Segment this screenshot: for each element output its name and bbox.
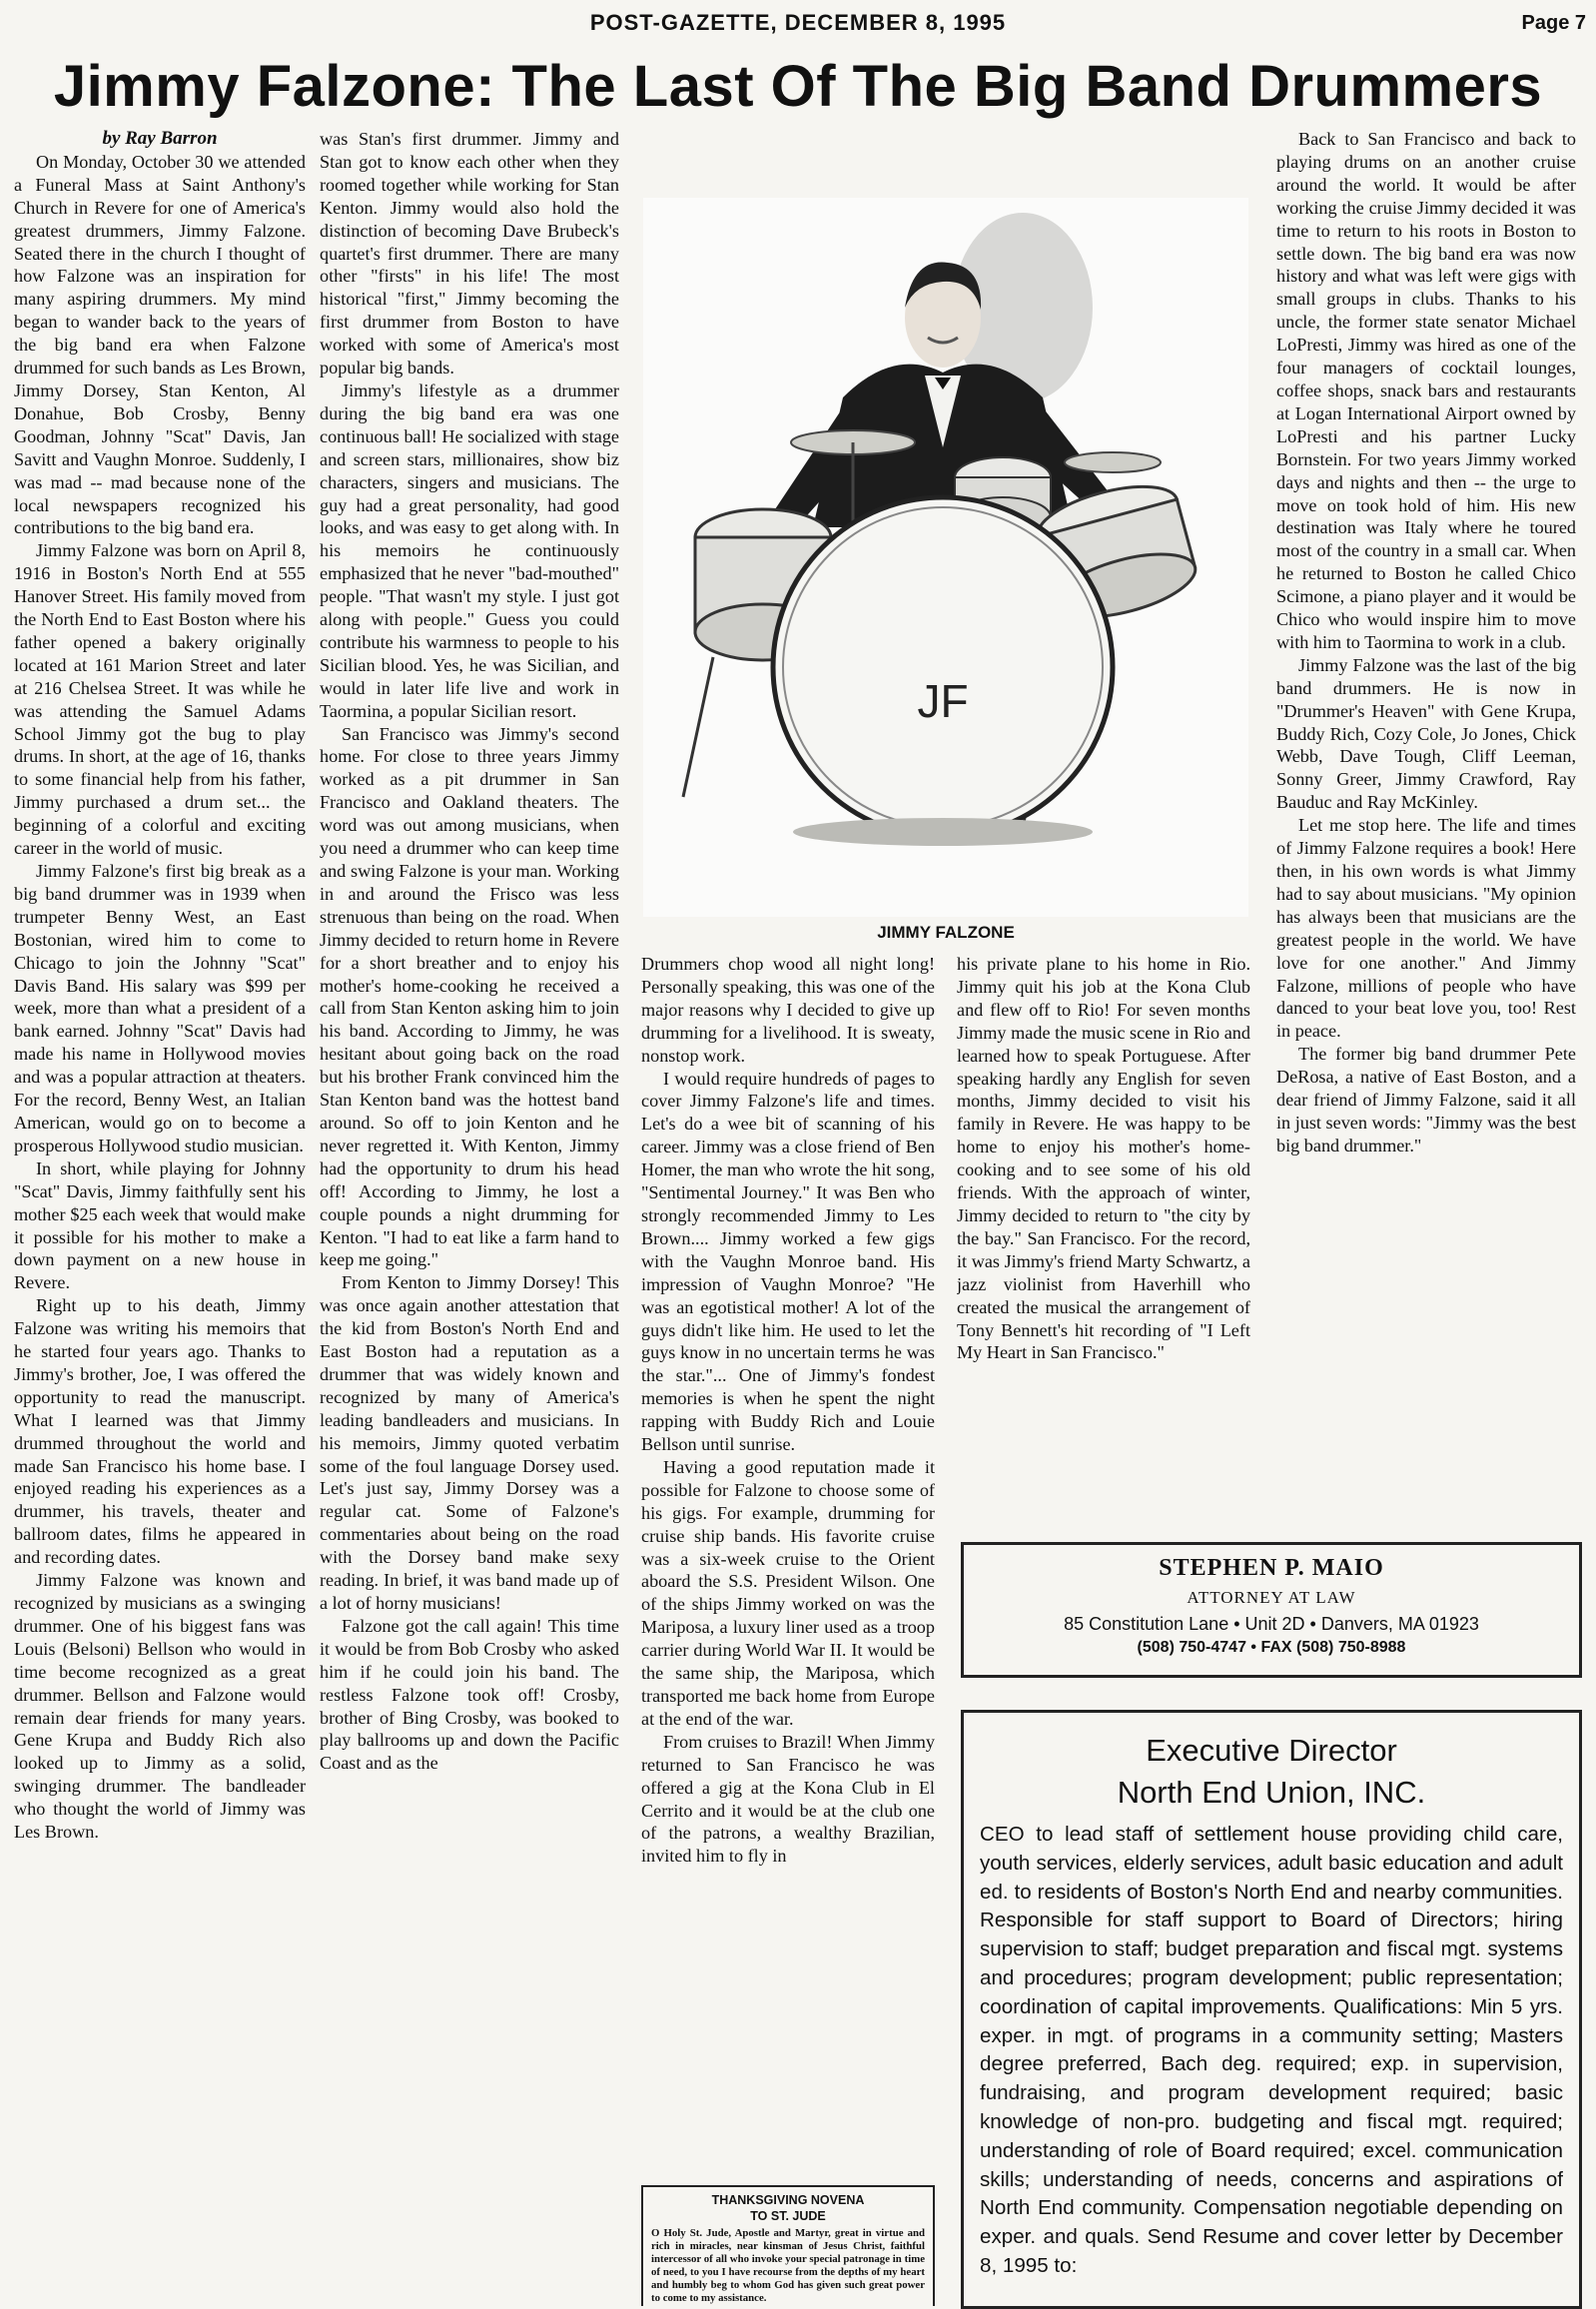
drummer-photo-illustration [643, 198, 1248, 917]
job-ad-title: Executive Director [1146, 1733, 1397, 1768]
article-headline: Jimmy Falzone: The Last Of The Big Band Drummers [53, 54, 1543, 119]
novena-box [641, 2185, 935, 2306]
byline: by Ray Barron [102, 128, 218, 149]
job-ad [961, 1710, 1582, 2309]
job-ad-body: CEO to lead staff of settlement house providing child care, youth services, elderly services, adult basic education and adult ed. to residents of Boston's North End and nearby communities. Responsible for staff support to Board of Directors; hiring supervision to staff; budget preparation and fiscal mgt. systems and procedures; program development; public representation; coordination of capital improvements. Qualifications: Min 5 yrs. exper. in mgt. of programs in a community setting; Masters degree preferred, Bach deg. required; exp. in supervision, fundraising, and program development required; basic knowledge of non-pro. budgeting and fiscal mgt. required; understanding of role of Board required; excel. communication skills; understanding of needs, concerns and aspirations of North End community. Compensation negotiable depending on exper. and quals. Send Resume and cover letter by December 8, 1995 to: [980, 1823, 1563, 2277]
attorney-address: 85 Constitution Lane • Unit 2D • Danvers, MA 01923 [1064, 1614, 1479, 1634]
paragraph: Having a good reputation made it possible for Falzone to choose some of his gigs. For example, drumming for cruise ship bands. His favorite cruise was a six-week cruise to the Orient aboard the S.S. President Wilson. One of the ships Jimmy worked on was the Mariposa, a luxury liner used as a troop carrier during World War II. It would be the same ship, the Mariposa, which transported me back home from Europe at the end of the war. [641, 1456, 935, 1729]
publication-date: POST-GAZETTE, DECEMBER 8, 1995 [589, 10, 1007, 35]
paragraph: From Kenton to Jimmy Dorsey! This was once again another attestation that the kid from Boston's North End and East Boston had a reputation as a drummer that was widely known and recognized by many of America's leading bandleaders and musicians. In his memoirs, Jimmy quoted verbatim some of the foul language Dorsey used. Let's just say, Jimmy Dorsey was a regular cat. Some of Falzone's commentaries about being on the road with the Dorsey band make sexy reading. In brief, it was band made up of a lot of horny musicians! [320, 1272, 619, 1613]
drummer-photo [643, 198, 1248, 917]
paragraph: Falzone got the call again! This time it would be from Bob Crosby who asked him if he could join his band. The restless Falzone took off! Crosby, brother of Bing Crosby, was booked to play ballrooms up and down the Pacific Coast and as the [320, 1615, 619, 1774]
novena-body: O Holy St. Jude, Apostle and Martyr, great in virtue and rich in miracles, near kinsman of Jesus Christ, faithful intercessor of all who invoke your special patronage in time of need, to you I have recourse from the depths of my heart and humbly beg to whom God has given such great power to come to my assistance. [651, 2227, 925, 2304]
paragraph: Jimmy Falzone's first big break as a big band drummer was in 1939 when trumpeter Benny West, an East Bostonian, wired him to come to Chicago to join the Johnny "Scat" Davis Band. His salary was $99 per week, more than what a president of a bank earned. Johnny "Scat" Davis had made his name in Hollywood movies and was a popular attraction at theaters. For the record, Benny West, an Italian American, would go on to become a prosperous Hollywood studio musician. [14, 861, 306, 1155]
page-header [0, 6, 1596, 40]
paragraph: Let me stop here. The life and times of Jimmy Falzone requires a book! Here then, in his own words is what Jimmy had to say about musicians. "My opinion has always been that musicians are the greatest people in the world. We have love for one another." And Jimmy Falzone, millions of people who have danced to your beat love you, too! Rest in peace. [1276, 815, 1576, 1042]
article-column-1 [14, 128, 306, 2305]
attorney-title: ATTORNEY AT LAW [1187, 1588, 1356, 1607]
paragraph: Jimmy Falzone was born on April 8, 1916 in Boston's North End at 555 Hanover Street. His family moved from the North End to East Boston where his father opened a bakery originally located at 161 Marion Street and later at 216 Chelsea Street. It was while he was attending the Samuel Adams School Jimmy got the bug to play drums. In short, at the age of 16, thanks to some financial help from his father, Jimmy purchased a drum set... the beginning of a colorful and exciting career in the world of music. [14, 540, 306, 859]
paragraph: his private plane to his home in Rio. Jimmy quit his job at the Kona Club and flew off to Rio! For seven months Jimmy made the music scene in Rio and learned how to speak Portuguese. After speaking hardly any English for seven months, Jimmy decided to visit his family in Revere. He was happy to be home to enjoy his mother's home-cooking and to see some of his old friends. With the approach of winter, Jimmy decided to return to "the city by the bay." San Francisco. For the record, it was Jimmy's friend Marty Schwartz, a jazz violinist from Haverhill who created the musical the arrangement of Tony Bennett's hit recording of "I Left My Heart in San Francisco." [957, 954, 1250, 1363]
paragraph: The former big band drummer Pete DeRosa, a native of East Boston, and a dear friend of Jimmy Falzone, said it all in just seven words: "Jimmy was the best big band drummer." [1276, 1044, 1576, 1155]
paragraph: Back to San Francisco and back to playing drums on an another cruise around the world. It would be after working the cruise Jimmy decided it was time to return to his roots in Boston to settle down. The big band era was now history and what was left were gigs with small groups in clubs. Thanks to his uncle, the former state senator Michael LoPresti, Jimmy was hired as one of the four managers of cocktail lounges, coffee shops, snack bars and restaurants at Logan International Airport owned by LoPresti and his partner Lucky Bornstein. For two years Jimmy worked days and nights and then -- the urge to move on took hold of him. His new destination was Italy where he toured most of the country in a small car. When he returned to Boston he called Chico Scimone, a piano player and it would be Chico who would inspire him to move with him to Taormina to work in a club. [1276, 129, 1576, 652]
paragraph: Right up to his death, Jimmy Falzone was writing his memoirs that he started four years ago. Thanks to Jimmy's brother, Joe, I was offered the opportunity to read the manuscript. What I learned was that Jimmy drummed throughout the world and made San Francisco his home base. I enjoyed reading his experiences as a drummer, his travels, theater and ballroom dates, films he appeared in and recording dates. [14, 1295, 306, 1568]
paragraph: On Monday, October 30 we attended a Funeral Mass at Saint Anthony's Church in Revere for one of America's greatest drummers, Jimmy Falzone. Seated there in the church I thought of how Falzone was an inspiration for many aspiring drummers. My mind began to wander back to the years of the big band era when Falzone drummed for such bands as Les Brown, Jimmy Dorsey, Stan Kenton, Al Donahue, Bob Crosby, Benny Goodman, Johnny "Scat" Davis, Jan Savitt and Vaughn Monroe. Suddenly, I was mad -- mad because none of the local newspapers recognized his contributions to the big band era. [14, 151, 306, 538]
drum-initials: JF [917, 675, 969, 727]
paragraph: Jimmy's lifestyle as a drummer during the big band era was one continuous ball! He socialized with stage and screen stars, millionaires, show biz characters, singers and musicians. The guy had a great personality, had good looks, and was easy to get along with. In his memoirs he continuously emphasized that he never "bad-mouthed" people. "That wasn't my style. I just got along with people." Guess you could contribute his warmness to people to his Sicilian blood. Yes, he was Sicilian, and would in later life live and work in Taormina, a popular Sicilian resort. [320, 380, 619, 721]
job-ad-organization: North End Union, INC. [1117, 1775, 1426, 1810]
novena-title: THANKSGIVING NOVENA [711, 2193, 865, 2207]
page-number: Page 7 [1521, 12, 1586, 34]
novena-subtitle: TO ST. JUDE [750, 2209, 826, 2223]
attorney-name: STEPHEN P. MAIO [1159, 1555, 1384, 1581]
paragraph: In short, while playing for Johnny "Scat" Davis, Jimmy faithfully sent his mother $25 each week that would make it possible for his mother to make a down payment on a new house in Revere. [14, 1157, 306, 1293]
paragraph: was Stan's first drummer. Jimmy and Stan got to know each other when they roomed together while working for Stan Kenton. Jimmy would also hold the distinction of becoming Dave Brubeck's quartet's first drummer. There are many other "firsts" in his life! The most historical "first," Jimmy becoming the first drummer from Boston to have worked with some of America's most popular big bands. [320, 129, 619, 379]
article-column-2 [320, 128, 619, 2305]
paragraph: I would require hundreds of pages to cover Jimmy Falzone's life and times. Let's do a wee bit of scanning of his career. Jimmy was a close friend of Ben Homer, the man who wrote the hit song, "Sentimental Journey." It was Ben who strongly recommended Jimmy to Les Brown.... Jimmy worked a few gigs with the Vaughn Monroe band. His impression of Vaughn Monroe? "He was an egotistical mother! A lot of the guys didn't like him. He used to let the guys know in no uncertain terms he was the star."... One of Jimmy's fondest memories is when he spent the night rapping with Buddy Rich and Louie Bellson until sunrise. [641, 1068, 935, 1455]
paragraph: From cruises to Brazil! When Jimmy returned to San Francisco he was offered a gig at the Kona Club in El Cerrito and it would be at the club one of the patrons, a wealthy Brazilian, invited him to fly in [641, 1731, 935, 1867]
paragraph: San Francisco was Jimmy's second home. For close to three years Jimmy worked as a pit drummer in San Francisco and Oakland theaters. The word was out among musicians, when you need a drummer who can keep time and swing Falzone is your man. Working in and around the Frisco was less strenuous than being on the road. When Jimmy decided to return home in Revere for a short breather and to enjoy his mother's home-cooking he received a call from Stan Kenton asking him to join his band. According to Jimmy, he was hesitant about going back on the road but his brother Frank convinced him the Stan Kenton band was the hottest band around. So off to join Kenton and he never regretted it. With Kenton, Jimmy had the opportunity to drum his head off! According to Jimmy, he lost a couple pounds a night drumming for Kenton. "I had to eat like a farm hand to keep me going." [320, 723, 619, 1270]
attorney-ad [961, 1542, 1582, 1678]
paragraph: Jimmy Falzone was known and recognized by musicians as a swinging drummer. One of his biggest fans was Louis (Belsoni) Bellson who would in time become recognized as a great drummer. Bellson and Falzone would remain dear friends for many years. Gene Krupa and Buddy Rich also looked up to Jimmy as a solid, swinging drummer. The bandleader who thought the world of Jimmy was Les Brown. [14, 1570, 306, 1843]
article-column-5 [1276, 128, 1576, 1526]
attorney-phone: (508) 750-4747 • FAX (508) 750-8988 [1137, 1639, 1406, 1656]
paragraph: Jimmy Falzone was the last of the big band drummers. He is now in "Drummer's Heaven" with Gene Krupa, Buddy Rich, Cozy Cole, Jo Jones, Chick Webb, Dave Tough, Cliff Leeman, Sonny Greer, Jimmy Crawford, Ray Bauduc and Ray McKinley. [1276, 654, 1576, 813]
photo-caption: JIMMY FALZONE [877, 923, 1015, 942]
article-column-4 [957, 953, 1250, 1512]
article-column-3 [641, 953, 935, 2161]
paragraph: Drummers chop wood all night long! Personally speaking, this was one of the major reasons why I decided to give up drumming for a livelihood. It is sweaty, nonstop work. [641, 954, 935, 1066]
